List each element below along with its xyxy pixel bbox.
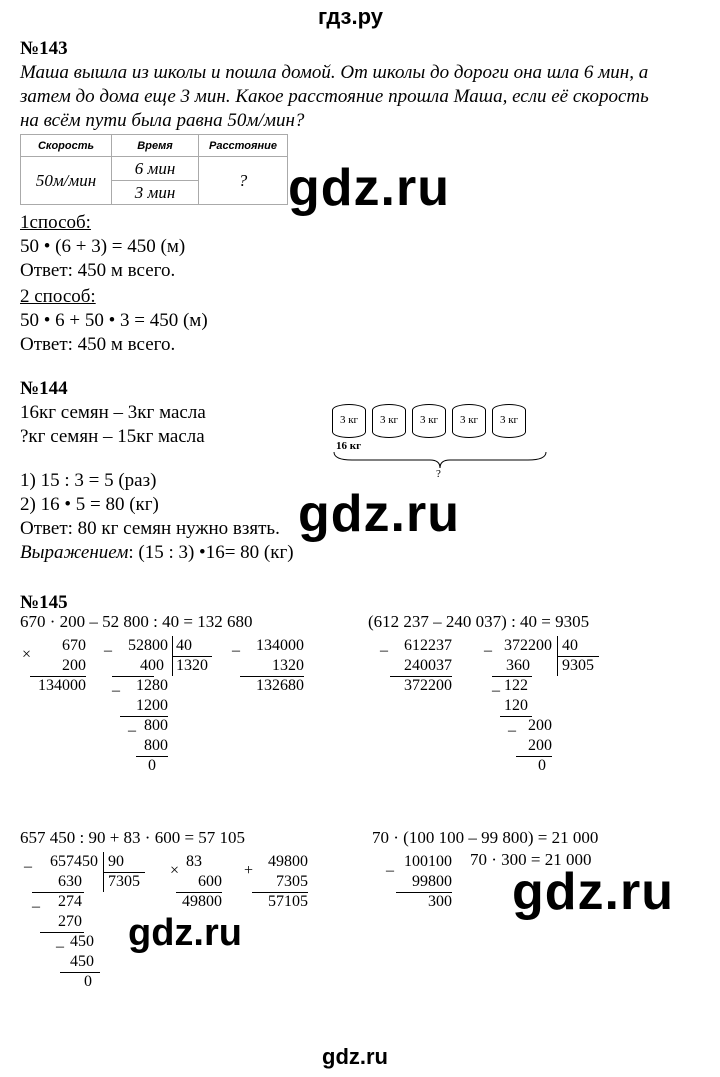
site-header: гдз.ру [318,4,383,29]
minus-sign: – [380,642,388,659]
divisor-2: 40 [562,637,578,654]
can-icon: 3 кг [492,404,526,438]
problem-144-number: №144 [20,378,68,399]
divisor-3: 90 [108,853,124,870]
weight-label: 16 кг [336,440,362,452]
table-header-speed: Скорость [21,135,112,157]
question-mark: ? [436,468,441,480]
quotient-3: 7305 [108,873,140,890]
watermark: gdz.ru [288,159,450,217]
watermark: gdz.ru [298,485,460,543]
expression-label: Выражением [20,542,129,563]
way2-label: 2 способ: [20,286,96,307]
equation-4-extra: 70 · 300 = 21 000 [470,850,592,869]
problem-143-text-2: затем до дома еще 3 мин. Какое расстояние прошла Маша, если её скорость [20,86,649,107]
answer-144: Ответ: 80 кг семян нужно взять. [20,518,280,539]
long-division-1: 52800 400 1280 1200 800 800 0 [128,637,168,774]
problem-144-line-1: 16кг семян – 3кг масла [20,402,206,423]
equation-1: 670 · 200 – 52 800 : 40 = 132 680 [20,612,253,631]
problem-145-number: №145 [20,592,68,613]
can-icon: 3 кг [412,404,446,438]
table-time-2: 3 мин [112,181,199,205]
minus-sign: – [386,862,394,879]
table-time-1: 6 мин [112,157,199,181]
way1-answer: Ответ: 450 м всего. [20,260,176,281]
equation-2: (612 237 – 240 037) : 40 = 9305 [368,612,590,631]
problem-143-table [20,134,288,205]
minus-sign: – [232,642,240,659]
table-speed: 50м/мин [21,157,112,205]
table-header-distance: Расстояние [199,135,288,157]
long-division-3: 657450 630 274 270 450 450 0 [50,853,98,990]
problem-143-number: №143 [20,38,68,59]
cans-diagram [332,404,532,438]
can-icon: 3 кг [332,404,366,438]
way1-label: 1способ: [20,212,91,233]
step-1: 1) 15 : 3 = 5 (раз) [20,470,157,491]
table-header-time: Время [112,135,199,157]
expression-144 [20,542,294,564]
minus-sign: – [128,722,136,739]
minus-sign: – [32,898,40,915]
problem-144-line-2: ?кг семян – 15кг масла [20,426,205,447]
addition-1: 49800 7305 57105 [268,853,308,910]
long-division-2: 372200 360 122 120 200 200 0 [504,637,552,774]
subtraction-2: 612237 240037 372200 [404,637,452,694]
minus-sign: – [492,682,500,699]
can-icon: 3 кг [452,404,486,438]
equation-3: 657 450 : 90 + 83 · 600 = 57 105 [20,828,246,847]
quotient-1: 1320 [176,657,208,674]
way2-expression: 50 • 6 + 50 • 3 = 450 (м) [20,310,208,331]
minus-sign: – [508,722,516,739]
table-distance: ? [199,157,288,205]
can-icon: 3 кг [372,404,406,438]
watermark: gdz.ru [512,863,674,921]
subtraction-1: 134000 1320 132680 [256,637,304,694]
plus-sign: + [244,862,254,879]
minus-sign: – [104,642,112,659]
times-sign: × [22,646,32,663]
quotient-2: 9305 [562,657,594,674]
problem-143-text-3: на всём пути была равна 50м/мин? [20,110,305,131]
site-footer: gdz.ru [322,1044,388,1069]
subtraction-3: 100100 99800 300 [404,853,452,910]
watermark: gdz.ru [128,912,242,954]
multiplication-2: 83 600 49800 [182,853,222,910]
way2-answer: Ответ: 450 м всего. [20,334,176,355]
times-sign: × [170,862,180,879]
divisor-1: 40 [176,637,192,654]
multiplication-1: 670 200 134000 [38,637,86,694]
equation-4: 70 · (100 100 – 99 800) = 21 000 [372,828,599,847]
step-2: 2) 16 • 5 = 80 (кг) [20,494,159,515]
way1-expression: 50 • (6 + 3) = 450 (м) [20,236,186,257]
problem-143-text-1: Маша вышла из школы и пошла домой. От школы до дороги она шла 6 мин, а [20,62,649,83]
minus-sign: – [484,642,492,659]
minus-sign: – [112,682,120,699]
minus-sign: – [56,938,64,955]
expression-value: : (15 : 3) •16= 80 (кг) [128,542,294,563]
minus-sign: – [24,858,32,875]
